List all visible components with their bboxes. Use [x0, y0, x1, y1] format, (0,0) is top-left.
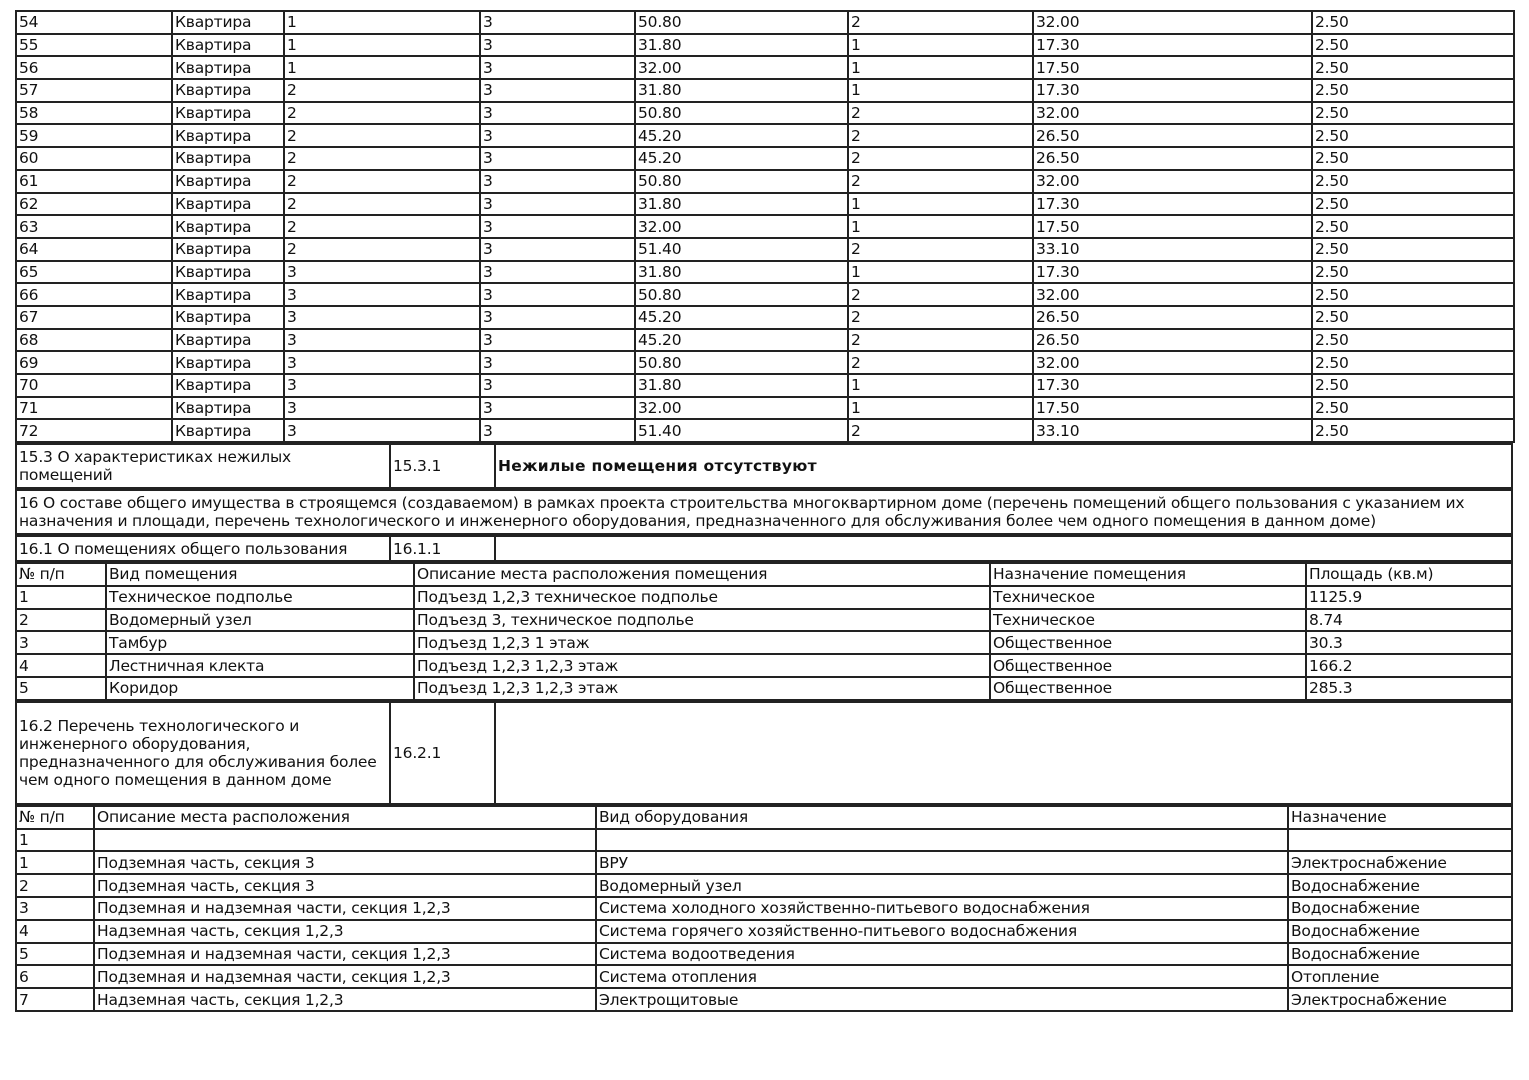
apartment-floor: 3 [480, 215, 635, 238]
equipment-cell: Подземная часть, секция 3 [94, 851, 596, 874]
column-header: Площадь (кв.м) [1306, 563, 1512, 586]
apartment-living-area: 32.00 [1033, 351, 1312, 374]
apartment-type: Квартира [172, 147, 284, 170]
apartment-no: 61 [16, 170, 172, 193]
apartment-area: 45.20 [635, 329, 848, 352]
apartment-section: 3 [284, 261, 480, 284]
equipment-cell: Отопление [1288, 965, 1512, 988]
equipment-cell: Подземная и надземная части, секция 1,2,3 [94, 897, 596, 920]
apartment-type: Квартира [172, 374, 284, 397]
apartment-rooms: 1 [848, 193, 1033, 216]
apartment-row [16, 419, 1514, 442]
apartment-floor: 3 [480, 56, 635, 79]
apartment-area: 31.80 [635, 79, 848, 102]
apartment-row [16, 329, 1514, 352]
apartment-rooms: 2 [848, 170, 1033, 193]
equipment-cell: Надземная часть, секция 1,2,3 [94, 920, 596, 943]
column-header: Вид оборудования [596, 806, 1288, 829]
apartment-height: 2.50 [1312, 102, 1514, 125]
apartment-area: 50.80 [635, 11, 848, 34]
apartment-area: 50.80 [635, 283, 848, 306]
apartment-no: 54 [16, 11, 172, 34]
apartment-height: 2.50 [1312, 124, 1514, 147]
common-room-cell: 166.2 [1306, 654, 1512, 677]
equipment-row [16, 965, 1512, 988]
common-room-cell: Подъезд 1,2,3 техническое подполье [414, 586, 990, 609]
common-room-cell: 4 [16, 654, 106, 677]
equipment-row [16, 874, 1512, 897]
equipment-cell: Система водоотведения [596, 943, 1288, 966]
apartment-rooms: 2 [848, 329, 1033, 352]
equipment-cell [94, 829, 596, 852]
section-16-1-code: 16.1.1 [390, 536, 495, 561]
apartment-row [16, 215, 1514, 238]
equipment-cell [1288, 829, 1512, 852]
apartment-no: 67 [16, 306, 172, 329]
apartment-rooms: 2 [848, 11, 1033, 34]
column-header: Описание места расположения помещения [414, 563, 990, 586]
apartment-section: 2 [284, 79, 480, 102]
apartment-rooms: 1 [848, 56, 1033, 79]
apartment-section: 2 [284, 215, 480, 238]
apartment-height: 2.50 [1312, 170, 1514, 193]
equipment-cell: 5 [16, 943, 94, 966]
apartment-living-area: 17.30 [1033, 79, 1312, 102]
apartment-floor: 3 [480, 306, 635, 329]
apartment-floor: 3 [480, 34, 635, 57]
apartment-no: 65 [16, 261, 172, 284]
section-16 [15, 489, 1513, 535]
apartment-section: 2 [284, 170, 480, 193]
apartment-type: Квартира [172, 329, 284, 352]
section-15-3-code: 15.3.1 [390, 444, 495, 488]
equipment-row [16, 897, 1512, 920]
apartment-floor: 3 [480, 193, 635, 216]
apartment-section: 3 [284, 329, 480, 352]
document-page [15, 10, 1513, 1012]
equipment-cell: Водоснабжение [1288, 874, 1512, 897]
equipment-cell: Электроснабжение [1288, 988, 1512, 1011]
apartment-living-area: 26.50 [1033, 147, 1312, 170]
apartment-floor: 3 [480, 374, 635, 397]
equipment-cell: Электроснабжение [1288, 851, 1512, 874]
equipment-cell [596, 829, 1288, 852]
apartment-no: 62 [16, 193, 172, 216]
apartment-rooms: 2 [848, 147, 1033, 170]
apartment-section: 3 [284, 351, 480, 374]
apartment-section: 3 [284, 306, 480, 329]
apartment-height: 2.50 [1312, 215, 1514, 238]
apartment-living-area: 17.50 [1033, 397, 1312, 420]
section-16-1 [15, 535, 1513, 562]
column-header: № п/п [16, 806, 94, 829]
apartment-floor: 3 [480, 329, 635, 352]
apartment-no: 71 [16, 397, 172, 420]
common-room-cell: Коридор [106, 677, 414, 700]
apartment-rooms: 2 [848, 351, 1033, 374]
apartment-height: 2.50 [1312, 238, 1514, 261]
apartment-living-area: 33.10 [1033, 419, 1312, 442]
apartment-area: 32.00 [635, 56, 848, 79]
apartment-area: 50.80 [635, 351, 848, 374]
common-room-row [16, 631, 1512, 654]
section-16-1-value [495, 536, 1512, 561]
equipment-cell: Водоснабжение [1288, 943, 1512, 966]
apartment-row [16, 306, 1514, 329]
apartment-row [16, 79, 1514, 102]
common-room-cell: Подъезд 1,2,3 1,2,3 этаж [414, 654, 990, 677]
apartment-height: 2.50 [1312, 283, 1514, 306]
equipment-cell: Водомерный узел [596, 874, 1288, 897]
section-16-2 [15, 701, 1513, 805]
apartment-no: 58 [16, 102, 172, 125]
apartment-living-area: 26.50 [1033, 306, 1312, 329]
apartment-type: Квартира [172, 419, 284, 442]
apartment-row [16, 283, 1514, 306]
apartment-type: Квартира [172, 215, 284, 238]
equipment-header-row [16, 806, 1512, 829]
apartment-no: 56 [16, 56, 172, 79]
apartment-row [16, 374, 1514, 397]
apartment-height: 2.50 [1312, 374, 1514, 397]
equipment-cell: Система холодного хозяйственно-питьевого водоснабжения [596, 897, 1288, 920]
common-room-cell: Подъезд 1,2,3 1 этаж [414, 631, 990, 654]
apartment-floor: 3 [480, 261, 635, 284]
apartment-no: 72 [16, 419, 172, 442]
apartment-area: 31.80 [635, 34, 848, 57]
common-room-row [16, 677, 1512, 700]
apartment-living-area: 32.00 [1033, 102, 1312, 125]
apartment-no: 59 [16, 124, 172, 147]
apartment-no: 55 [16, 34, 172, 57]
equipment-cell: ВРУ [596, 851, 1288, 874]
apartment-floor: 3 [480, 11, 635, 34]
column-header: Назначение [1288, 806, 1512, 829]
equipment-cell: Водоснабжение [1288, 920, 1512, 943]
apartment-height: 2.50 [1312, 329, 1514, 352]
section-16-2-value [495, 702, 1512, 804]
apartment-section: 3 [284, 283, 480, 306]
apartment-area: 31.80 [635, 374, 848, 397]
common-room-row [16, 609, 1512, 632]
common-room-cell: Водомерный узел [106, 609, 414, 632]
equipment-cell: 1 [16, 829, 94, 852]
apartment-section: 3 [284, 374, 480, 397]
apartment-living-area: 17.30 [1033, 261, 1312, 284]
equipment-cell: Система отопления [596, 965, 1288, 988]
apartment-type: Квартира [172, 124, 284, 147]
apartment-area: 50.80 [635, 102, 848, 125]
apartment-type: Квартира [172, 56, 284, 79]
apartments-table [15, 10, 1515, 443]
apartment-rooms: 2 [848, 306, 1033, 329]
apartment-no: 63 [16, 215, 172, 238]
apartment-row [16, 11, 1514, 34]
apartment-type: Квартира [172, 261, 284, 284]
common-room-cell: 2 [16, 609, 106, 632]
apartment-section: 2 [284, 147, 480, 170]
apartment-area: 31.80 [635, 193, 848, 216]
equipment-cell: 3 [16, 897, 94, 920]
common-room-cell: 1 [16, 586, 106, 609]
equipment-cell: Подземная часть, секция 3 [94, 874, 596, 897]
apartment-living-area: 17.30 [1033, 374, 1312, 397]
apartment-living-area: 26.50 [1033, 329, 1312, 352]
equipment-cell: 1 [16, 851, 94, 874]
apartment-living-area: 33.10 [1033, 238, 1312, 261]
equipment-table [15, 805, 1513, 1012]
apartment-rooms: 1 [848, 215, 1033, 238]
apartment-row [16, 351, 1514, 374]
apartment-section: 1 [284, 56, 480, 79]
apartment-type: Квартира [172, 397, 284, 420]
apartment-type: Квартира [172, 306, 284, 329]
apartment-rooms: 1 [848, 261, 1033, 284]
apartment-row [16, 397, 1514, 420]
apartment-area: 50.80 [635, 170, 848, 193]
apartment-height: 2.50 [1312, 419, 1514, 442]
equipment-cell: 6 [16, 965, 94, 988]
apartment-floor: 3 [480, 283, 635, 306]
apartment-living-area: 26.50 [1033, 124, 1312, 147]
apartment-section: 1 [284, 11, 480, 34]
common-room-cell: 1125.9 [1306, 586, 1512, 609]
apartment-living-area: 32.00 [1033, 170, 1312, 193]
apartment-row [16, 193, 1514, 216]
apartment-type: Квартира [172, 102, 284, 125]
apartment-row [16, 261, 1514, 284]
common-room-cell: 285.3 [1306, 677, 1512, 700]
equipment-cell: 7 [16, 988, 94, 1011]
apartment-section: 2 [284, 124, 480, 147]
apartment-row [16, 238, 1514, 261]
apartment-floor: 3 [480, 170, 635, 193]
apartment-section: 3 [284, 397, 480, 420]
apartment-rooms: 1 [848, 374, 1033, 397]
section-16-2-label: 16.2 Перечень технологического и инженерного оборудования, предназначенного для обслуживания более чем одного помещения в данном доме [16, 702, 390, 804]
column-header: Назначение помещения [990, 563, 1306, 586]
apartment-no: 66 [16, 283, 172, 306]
common-room-row [16, 586, 1512, 609]
apartment-height: 2.50 [1312, 34, 1514, 57]
apartment-height: 2.50 [1312, 397, 1514, 420]
apartment-no: 69 [16, 351, 172, 374]
apartment-rooms: 1 [848, 34, 1033, 57]
apartment-living-area: 17.50 [1033, 56, 1312, 79]
apartment-type: Квартира [172, 79, 284, 102]
column-header: № п/п [16, 563, 106, 586]
apartment-type: Квартира [172, 170, 284, 193]
apartment-living-area: 17.30 [1033, 34, 1312, 57]
apartment-rooms: 2 [848, 283, 1033, 306]
apartment-rooms: 2 [848, 102, 1033, 125]
common-room-cell: Подъезд 1,2,3 1,2,3 этаж [414, 677, 990, 700]
common-room-cell: Техническое подполье [106, 586, 414, 609]
apartment-area: 45.20 [635, 147, 848, 170]
common-room-cell: Общественное [990, 631, 1306, 654]
common-room-cell: Общественное [990, 677, 1306, 700]
common-room-row [16, 654, 1512, 677]
column-header: Вид помещения [106, 563, 414, 586]
section-15-3-label: 15.3 О характеристиках нежилых помещений [16, 444, 390, 488]
section-16-2-code: 16.2.1 [390, 702, 495, 804]
common-room-cell: Подъезд 3, техническое подполье [414, 609, 990, 632]
common-room-cell: Общественное [990, 654, 1306, 677]
apartment-section: 3 [284, 419, 480, 442]
apartment-height: 2.50 [1312, 56, 1514, 79]
apartment-section: 1 [284, 34, 480, 57]
apartment-area: 31.80 [635, 261, 848, 284]
apartment-floor: 3 [480, 397, 635, 420]
apartment-no: 57 [16, 79, 172, 102]
equipment-cell: Водоснабжение [1288, 897, 1512, 920]
common-room-cell: 8.74 [1306, 609, 1512, 632]
common-room-cell: Техническое [990, 586, 1306, 609]
apartment-height: 2.50 [1312, 11, 1514, 34]
apartment-floor: 3 [480, 147, 635, 170]
equipment-row [16, 943, 1512, 966]
apartment-row [16, 170, 1514, 193]
apartment-section: 2 [284, 102, 480, 125]
apartment-floor: 3 [480, 419, 635, 442]
apartment-floor: 3 [480, 79, 635, 102]
apartment-row [16, 34, 1514, 57]
section-15-3-value: Нежилые помещения отсутствуют [495, 444, 1512, 488]
apartment-area: 32.00 [635, 215, 848, 238]
equipment-row [16, 988, 1512, 1011]
common-room-cell: 3 [16, 631, 106, 654]
apartment-type: Квартира [172, 351, 284, 374]
apartment-no: 70 [16, 374, 172, 397]
column-header: Описание места расположения [94, 806, 596, 829]
apartment-rooms: 1 [848, 79, 1033, 102]
common-room-cell: 30.3 [1306, 631, 1512, 654]
section-15-3 [15, 443, 1513, 489]
apartment-type: Квартира [172, 283, 284, 306]
apartment-rooms: 2 [848, 419, 1033, 442]
equipment-cell: 4 [16, 920, 94, 943]
equipment-row [16, 920, 1512, 943]
apartment-row [16, 124, 1514, 147]
section-16-1-label: 16.1 О помещениях общего пользования [16, 536, 390, 561]
apartment-area: 51.40 [635, 419, 848, 442]
apartment-rooms: 2 [848, 124, 1033, 147]
apartment-living-area: 32.00 [1033, 283, 1312, 306]
apartment-section: 2 [284, 238, 480, 261]
apartment-type: Квартира [172, 34, 284, 57]
apartment-height: 2.50 [1312, 147, 1514, 170]
equipment-row [16, 851, 1512, 874]
apartment-height: 2.50 [1312, 261, 1514, 284]
apartment-floor: 3 [480, 351, 635, 374]
apartment-height: 2.50 [1312, 79, 1514, 102]
section-16-text: 16 О составе общего имущества в строящемся (создаваемом) в рамках проекта строительства многоквартирном доме (перечень помещений общего пользования с указанием их назначения и площади, перечень технологического и инженерного оборудования, предназначенного для обслуживания более чем одного помещения в данном доме) [16, 490, 1512, 534]
apartment-height: 2.50 [1312, 306, 1514, 329]
apartment-living-area: 32.00 [1033, 11, 1312, 34]
apartment-area: 45.20 [635, 306, 848, 329]
apartment-type: Квартира [172, 193, 284, 216]
apartment-rooms: 1 [848, 397, 1033, 420]
apartment-floor: 3 [480, 238, 635, 261]
apartment-floor: 3 [480, 124, 635, 147]
common-room-cell: 5 [16, 677, 106, 700]
apartment-height: 2.50 [1312, 193, 1514, 216]
apartment-type: Квартира [172, 238, 284, 261]
apartment-area: 51.40 [635, 238, 848, 261]
equipment-cell: Система горячего хозяйственно-питьевого водоснабжения [596, 920, 1288, 943]
apartment-no: 64 [16, 238, 172, 261]
common-room-cell: Лестничная клекта [106, 654, 414, 677]
equipment-cell: Надземная часть, секция 1,2,3 [94, 988, 596, 1011]
apartment-living-area: 17.30 [1033, 193, 1312, 216]
apartment-area: 32.00 [635, 397, 848, 420]
equipment-cell: Электрощитовые [596, 988, 1288, 1011]
equipment-cell: 2 [16, 874, 94, 897]
apartment-no: 60 [16, 147, 172, 170]
apartment-living-area: 17.50 [1033, 215, 1312, 238]
apartment-area: 45.20 [635, 124, 848, 147]
equipment-cell: Подземная и надземная части, секция 1,2,3 [94, 965, 596, 988]
equipment-cell: Подземная и надземная части, секция 1,2,3 [94, 943, 596, 966]
common-room-cell: Техническое [990, 609, 1306, 632]
apartment-row [16, 147, 1514, 170]
apartment-floor: 3 [480, 102, 635, 125]
apartment-type: Квартира [172, 11, 284, 34]
apartment-row [16, 56, 1514, 79]
apartment-rooms: 2 [848, 238, 1033, 261]
equipment-row [16, 829, 1512, 852]
common-rooms-header-row [16, 563, 1512, 586]
apartment-height: 2.50 [1312, 351, 1514, 374]
apartment-section: 2 [284, 193, 480, 216]
apartment-no: 68 [16, 329, 172, 352]
common-room-cell: Тамбур [106, 631, 414, 654]
common-rooms-table [15, 562, 1513, 701]
apartment-row [16, 102, 1514, 125]
